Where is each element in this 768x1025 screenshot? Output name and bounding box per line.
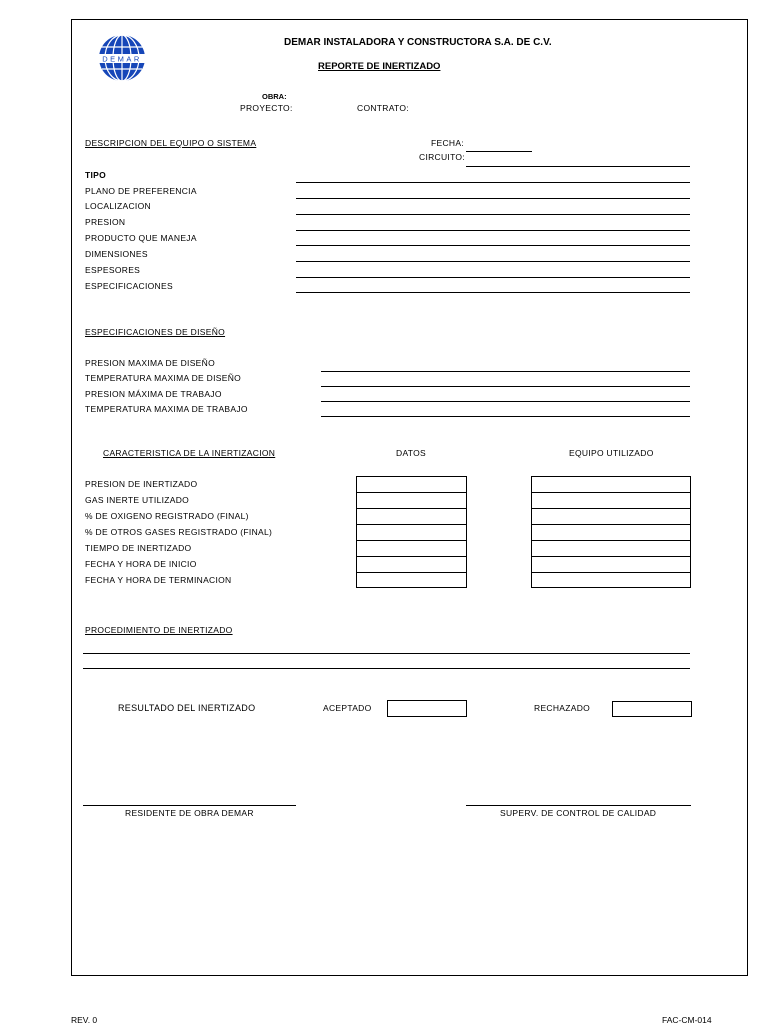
circuito-line[interactable]	[466, 166, 690, 167]
rechazado-checkbox[interactable]	[612, 701, 692, 717]
equipo-grid	[531, 476, 691, 588]
diseno-line[interactable]	[321, 386, 690, 387]
revision-label: REV. 0	[71, 1015, 98, 1025]
demar-globe-logo	[97, 33, 147, 83]
inertizacion-row-label: % DE OXIGENO REGISTRADO (FINAL)	[85, 511, 249, 521]
contrato-label: CONTRATO:	[357, 103, 409, 113]
field-line[interactable]	[296, 230, 690, 231]
diseno-field: PRESION MÁXIMA DE TRABAJO	[85, 389, 222, 399]
equipo-cell[interactable]	[532, 557, 690, 573]
datos-cell[interactable]	[357, 509, 466, 525]
field-line[interactable]	[296, 277, 690, 278]
rechazado-label: RECHAZADO	[534, 703, 591, 713]
inertizacion-row-label: TIEMPO DE INERTIZADO	[85, 543, 192, 553]
field-presion: PRESION	[85, 217, 126, 227]
company-name: DEMAR INSTALADORA Y CONSTRUCTORA S.A. DE C.V.	[284, 37, 552, 48]
col-datos: DATOS	[396, 448, 426, 458]
field-plano: PLANO DE PREFERENCIA	[85, 186, 197, 196]
field-espesores: ESPESORES	[85, 265, 141, 275]
field-especificaciones: ESPECIFICACIONES	[85, 281, 173, 291]
field-dimensiones: DIMENSIONES	[85, 249, 148, 259]
fecha-line[interactable]	[466, 151, 532, 152]
aceptado-checkbox[interactable]	[387, 700, 467, 717]
field-tipo: TIPO	[85, 170, 107, 180]
diseno-heading: ESPECIFICACIONES DE DISEÑO	[85, 327, 226, 337]
datos-cell[interactable]	[357, 541, 466, 557]
field-line[interactable]	[296, 182, 690, 183]
diseno-field: TEMPERATURA MAXIMA DE TRABAJO	[85, 404, 248, 414]
equipo-cell[interactable]	[532, 525, 690, 541]
equipo-cell[interactable]	[532, 493, 690, 509]
equipo-heading: DESCRIPCION DEL EQUIPO O SISTEMA	[85, 138, 257, 148]
field-line[interactable]	[296, 245, 690, 246]
diseno-line[interactable]	[321, 371, 690, 372]
obra-label: OBRA:	[262, 92, 287, 101]
equipo-cell[interactable]	[532, 477, 690, 493]
datos-cell[interactable]	[357, 557, 466, 573]
supervisor-label: SUPERV. DE CONTROL DE CALIDAD	[500, 808, 657, 818]
diseno-line[interactable]	[321, 416, 690, 417]
field-localizacion: LOCALIZACION	[85, 201, 151, 211]
diseno-field: TEMPERATURA MAXIMA DE DISEÑO	[85, 373, 242, 383]
aceptado-label: ACEPTADO	[323, 703, 372, 713]
datos-cell[interactable]	[357, 477, 466, 493]
field-line[interactable]	[296, 214, 690, 215]
inertizacion-row-label: FECHA Y HORA DE TERMINACION	[85, 575, 232, 585]
procedimiento-line[interactable]	[83, 653, 690, 654]
logo-text: DEMAR	[102, 54, 142, 64]
field-line[interactable]	[296, 292, 690, 293]
inertizacion-row-label: PRESION DE INERTIZADO	[85, 479, 198, 489]
datos-cell[interactable]	[357, 573, 466, 589]
equipo-cell[interactable]	[532, 541, 690, 557]
col-equipo: EQUIPO UTILIZADO	[569, 448, 654, 458]
datos-grid	[356, 476, 467, 588]
inertizacion-row-label: GAS INERTE UTILIZADO	[85, 495, 190, 505]
equipo-cell[interactable]	[532, 573, 690, 589]
field-line[interactable]	[296, 198, 690, 199]
inertizacion-heading: CARACTERISTICA DE LA INERTIZACION	[103, 448, 276, 458]
residente-label: RESIDENTE DE OBRA DEMAR	[125, 808, 254, 818]
field-line[interactable]	[296, 261, 690, 262]
field-producto: PRODUCTO QUE MANEJA	[85, 233, 197, 243]
datos-cell[interactable]	[357, 525, 466, 541]
residente-signature-line[interactable]	[83, 805, 296, 806]
equipo-cell[interactable]	[532, 509, 690, 525]
fecha-label: FECHA:	[431, 138, 464, 148]
resultado-label: RESULTADO DEL INERTIZADO	[118, 703, 256, 713]
circuito-label: CIRCUITO:	[419, 152, 465, 162]
inertizacion-row-label: % DE OTROS GASES REGISTRADO (FINAL)	[85, 527, 273, 537]
page-title: REPORTE DE INERTIZADO	[318, 61, 441, 72]
supervisor-signature-line[interactable]	[466, 805, 691, 806]
proyecto-label: PROYECTO:	[240, 103, 293, 113]
datos-cell[interactable]	[357, 493, 466, 509]
inertizacion-row-label: FECHA Y HORA DE INICIO	[85, 559, 197, 569]
form-code: FAC-CM-014	[662, 1015, 712, 1025]
diseno-field: PRESION MAXIMA DE DISEÑO	[85, 358, 216, 368]
diseno-line[interactable]	[321, 401, 690, 402]
procedimiento-line[interactable]	[83, 668, 690, 669]
procedimiento-heading: PROCEDIMIENTO DE INERTIZADO	[85, 625, 233, 635]
